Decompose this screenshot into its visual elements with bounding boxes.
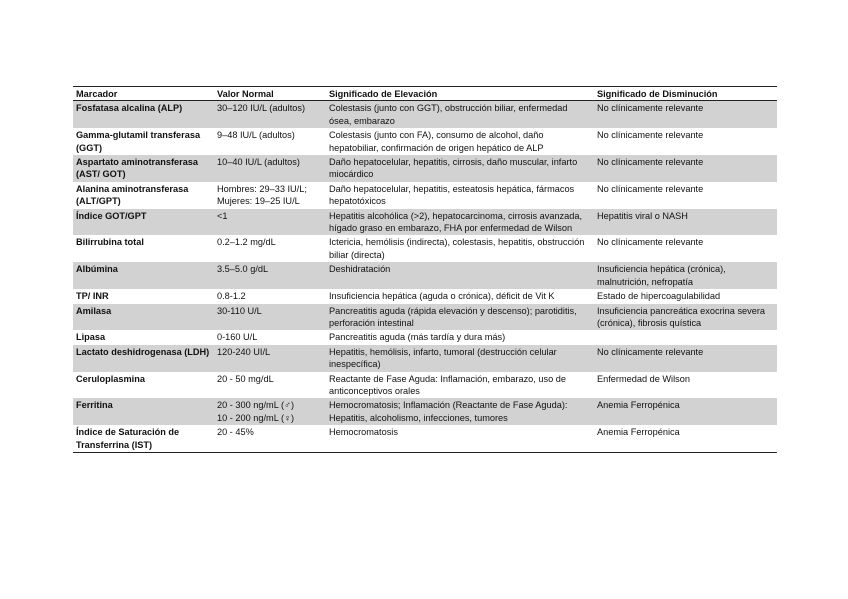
normal-value-cell: 20 - 45% — [214, 425, 326, 452]
elevation-cell: Daño hepatocelular, hepatitis, esteatosis hepática, fármacos hepatotóxicos — [329, 183, 575, 207]
table-row — [73, 425, 777, 452]
marker-cell: Albúmina — [73, 262, 214, 289]
marker-cell: Índice de Saturación de Transferrina (IST) — [73, 425, 214, 452]
normal-value-cell: Hombres: 29–33 IU/L; Mujeres: 19–25 IU/L — [217, 183, 307, 207]
decrease-cell: No clínicamente relevante — [594, 155, 777, 182]
table-row — [73, 345, 777, 372]
elevation-cell: Ictericia, hemólisis (indirecta), colestasis, hepatitis, obstrucción biliar (directa) — [329, 237, 585, 260]
marker-cell: Ferritina — [73, 398, 214, 425]
decrease-cell: Anemia Ferropénica — [594, 425, 777, 452]
decrease-cell: Insuficiencia hepática (crónica), malnutrición, nefropatía — [594, 262, 777, 289]
normal-value-cell: 0.2–1.2 mg/dL — [217, 237, 276, 248]
normal-value-cell: 0.8-1.2 — [217, 291, 246, 302]
marker-cell: Ceruloplasmina — [76, 373, 145, 384]
table-row — [73, 289, 777, 303]
decrease-cell — [594, 330, 777, 344]
elevation-cell: Hepatitis, hemólisis, infarto, tumoral (destrucción celular inespecífica) — [326, 345, 594, 372]
normal-value-cell: 0-160 U/L — [217, 332, 258, 343]
normal-value-cell: 9–48 IU/L (adultos) — [217, 130, 295, 141]
table-row — [73, 398, 777, 425]
elevation-cell: Pancreatitis aguda (rápida elevación y descenso); parotiditis, perforación intestinal — [326, 304, 594, 331]
header-elevation: Significado de Elevación — [326, 87, 594, 101]
decrease-cell: Enfermedad de Wilson — [597, 373, 690, 384]
elevation-cell: Colestasis (junto con GGT), obstrucción biliar, enfermedad ósea, embarazo — [326, 101, 594, 128]
marker-cell: Lipasa — [76, 332, 106, 343]
elevation-cell: Deshidratación — [326, 262, 594, 289]
marker-cell: Gamma-glutamil transferasa (GGT) — [76, 130, 201, 153]
marker-cell: Índice GOT/GPT — [73, 209, 214, 236]
marker-cell: TP/ INR — [76, 291, 109, 302]
normal-value-female: 10 - 200 ng/mL (♀) — [217, 412, 295, 423]
table-row — [73, 128, 777, 155]
elevation-cell: Reactante de Fase Aguda: Inflamación, embarazo, uso de anticonceptivos orales — [329, 373, 566, 396]
marker-cell: Amilasa — [73, 304, 214, 331]
header-decrease: Significado de Disminución — [594, 87, 777, 101]
decrease-cell: Insuficiencia pancreática exocrina severa (crónica), fibrosis quística — [594, 304, 777, 331]
elevation-cell: Colestasis (junto con FA), consumo de alcohol, daño hepatobiliar, confirmación de origen hepático de ALP — [329, 130, 544, 153]
table-header — [73, 87, 777, 101]
normal-value-cell — [214, 398, 326, 425]
lab-markers-table — [73, 86, 777, 453]
table-row — [73, 101, 777, 128]
decrease-cell: No clínicamente relevante — [594, 345, 777, 372]
decrease-cell: No clínicamente relevante — [594, 101, 777, 128]
normal-value-cell: 120-240 UI/L — [214, 345, 326, 372]
marker-cell: Aspartato aminotransferasa (AST/ GOT) — [73, 155, 214, 182]
normal-value-cell: 3.5–5.0 g/dL — [214, 262, 326, 289]
normal-value-male: 20 - 300 ng/mL (♂) — [217, 400, 295, 411]
normal-value-cell: 10–40 IU/L (adultos) — [214, 155, 326, 182]
table-row — [73, 155, 777, 182]
elevation-cell: Daño hepatocelular, hepatitis, cirrosis, daño muscular, infarto miocárdico — [326, 155, 594, 182]
elevation-cell: Hemocromatosis — [326, 425, 594, 452]
table-row — [73, 182, 777, 209]
table-row — [73, 209, 777, 236]
decrease-cell: No clínicamente relevante — [597, 130, 704, 141]
header-marker: Marcador — [73, 87, 214, 101]
table-row — [73, 262, 777, 289]
decrease-cell: No clínicamente relevante — [597, 237, 704, 248]
decrease-cell: Estado de hipercoagulabilidad — [597, 291, 721, 302]
normal-value-cell: 30–120 IU/L (adultos) — [214, 101, 326, 128]
elevation-cell: Hemocromatosis; Inflamación (Reactante de Fase Aguda): Hepatitis, alcoholismo, infecciones, tumores — [326, 398, 594, 425]
marker-cell: Bilirrubina total — [76, 237, 144, 248]
normal-value-cell: 20 - 50 mg/dL — [217, 373, 274, 384]
marker-cell: Lactato deshidrogenasa (LDH) — [73, 345, 214, 372]
table-row — [73, 235, 777, 262]
decrease-cell: Anemia Ferropénica — [594, 398, 777, 425]
table-row — [73, 372, 777, 399]
decrease-cell: No clínicamente relevante — [597, 183, 704, 194]
normal-value-cell: <1 — [214, 209, 326, 236]
elevation-cell: Insuficiencia hepática (aguda o crónica), déficit de Vit K — [329, 291, 555, 302]
normal-value-cell: 30-110 U/L — [214, 304, 326, 331]
header-row — [73, 87, 777, 101]
elevation-cell: Hepatitis alcohólica (>2), hepatocarcinoma, cirrosis avanzada, hígado graso en embarazo, FHA por enfermedad de Wilson — [326, 209, 594, 236]
header-normal-value: Valor Normal — [214, 87, 326, 101]
marker-cell: Fosfatasa alcalina (ALP) — [73, 101, 214, 128]
decrease-cell: Hepatitis viral o NASH — [594, 209, 777, 236]
marker-cell: Alanina aminotransferasa (ALT/GPT) — [76, 183, 189, 207]
table-row — [73, 330, 777, 344]
elevation-cell: Pancreatitis aguda (más tardía y dura más) — [329, 332, 506, 343]
table-row — [73, 304, 777, 331]
table-body — [73, 101, 777, 453]
